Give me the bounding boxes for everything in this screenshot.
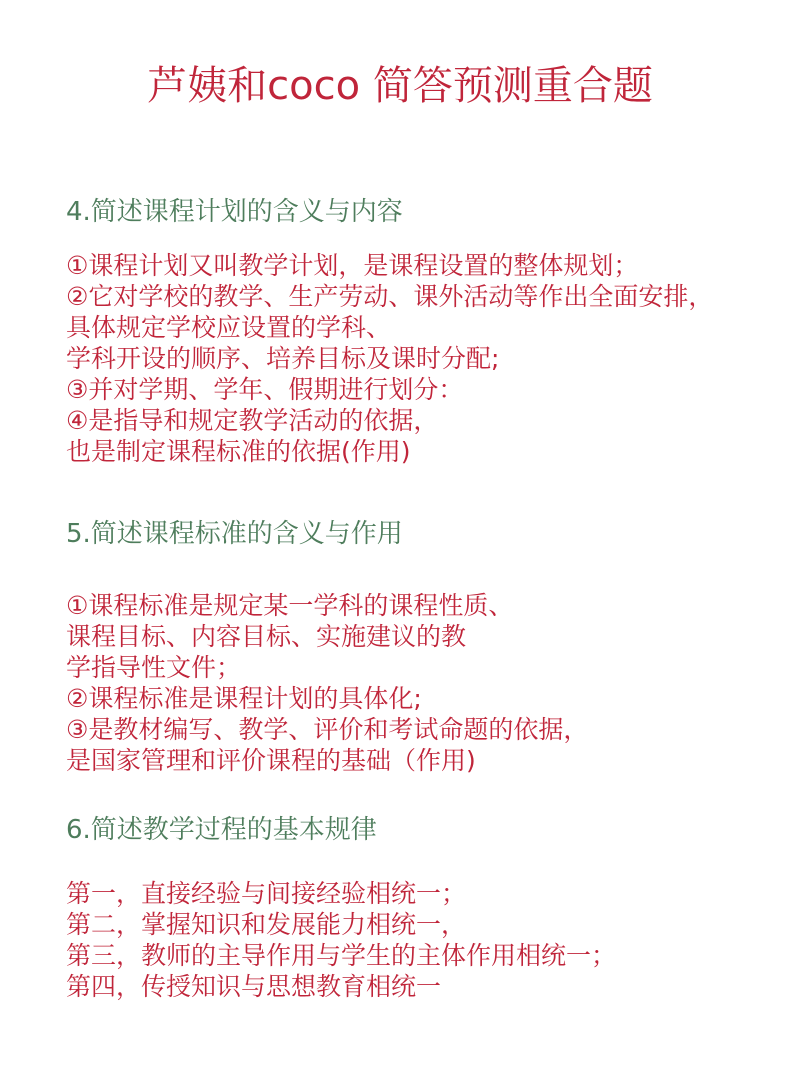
section-heading: 6.简述教学过程的基本规律: [66, 815, 377, 845]
body-line: 课程目标、内容目标、实施建议的教: [66, 622, 467, 651]
body-line: ②课程标准是课程计划的具体化;: [66, 684, 422, 713]
body-line: 具体规定学校应设置的学科、: [66, 313, 392, 342]
body-line: 是国家管理和评价课程的基础（作用): [66, 746, 476, 775]
body-line: 第二，掌握知识和发展能力相统一，: [66, 910, 467, 939]
body-line: ③是教材编写、教学、评价和考试命题的依据，: [66, 715, 589, 744]
body-line: ③并对学期、学年、假期进行划分：: [66, 375, 464, 404]
body-line: 第三，教师的主导作用与学生的主体作用相统一；: [66, 941, 617, 970]
section-body: [66, 250, 786, 467]
body-line: 也是制定课程标准的依据(作用): [66, 437, 411, 466]
section-teaching-process: [66, 812, 786, 1002]
section-heading: 5.简述课程标准的含义与作用: [66, 519, 403, 549]
section-body: [66, 878, 786, 1002]
body-line: 学指导性文件；: [66, 653, 242, 682]
body-line: 学科开设的顺序、培养目标及课时分配;: [66, 344, 500, 373]
body-line: 第一，直接经验与间接经验相统一；: [66, 879, 467, 908]
section-body: [66, 590, 786, 776]
body-line: ②它对学校的教学、生产劳动、课外活动等作出全面安排，: [66, 282, 714, 311]
page-title: 芦姨和coco 简答预测重合题: [147, 63, 653, 109]
body-line: 第四，传授知识与思想教育相统一: [66, 972, 442, 1001]
body-line: ①课程计划又叫教学计划，是课程设置的整体规划；: [66, 251, 639, 280]
body-line: ①课程标准是规定某一学科的课程性质、: [66, 591, 514, 620]
section-curriculum-standard: [66, 516, 786, 776]
section-heading: 4.简述课程计划的含义与内容: [66, 197, 403, 227]
section-curriculum-plan: [66, 194, 786, 467]
body-line: ④是指导和规定教学活动的依据，: [66, 406, 439, 435]
